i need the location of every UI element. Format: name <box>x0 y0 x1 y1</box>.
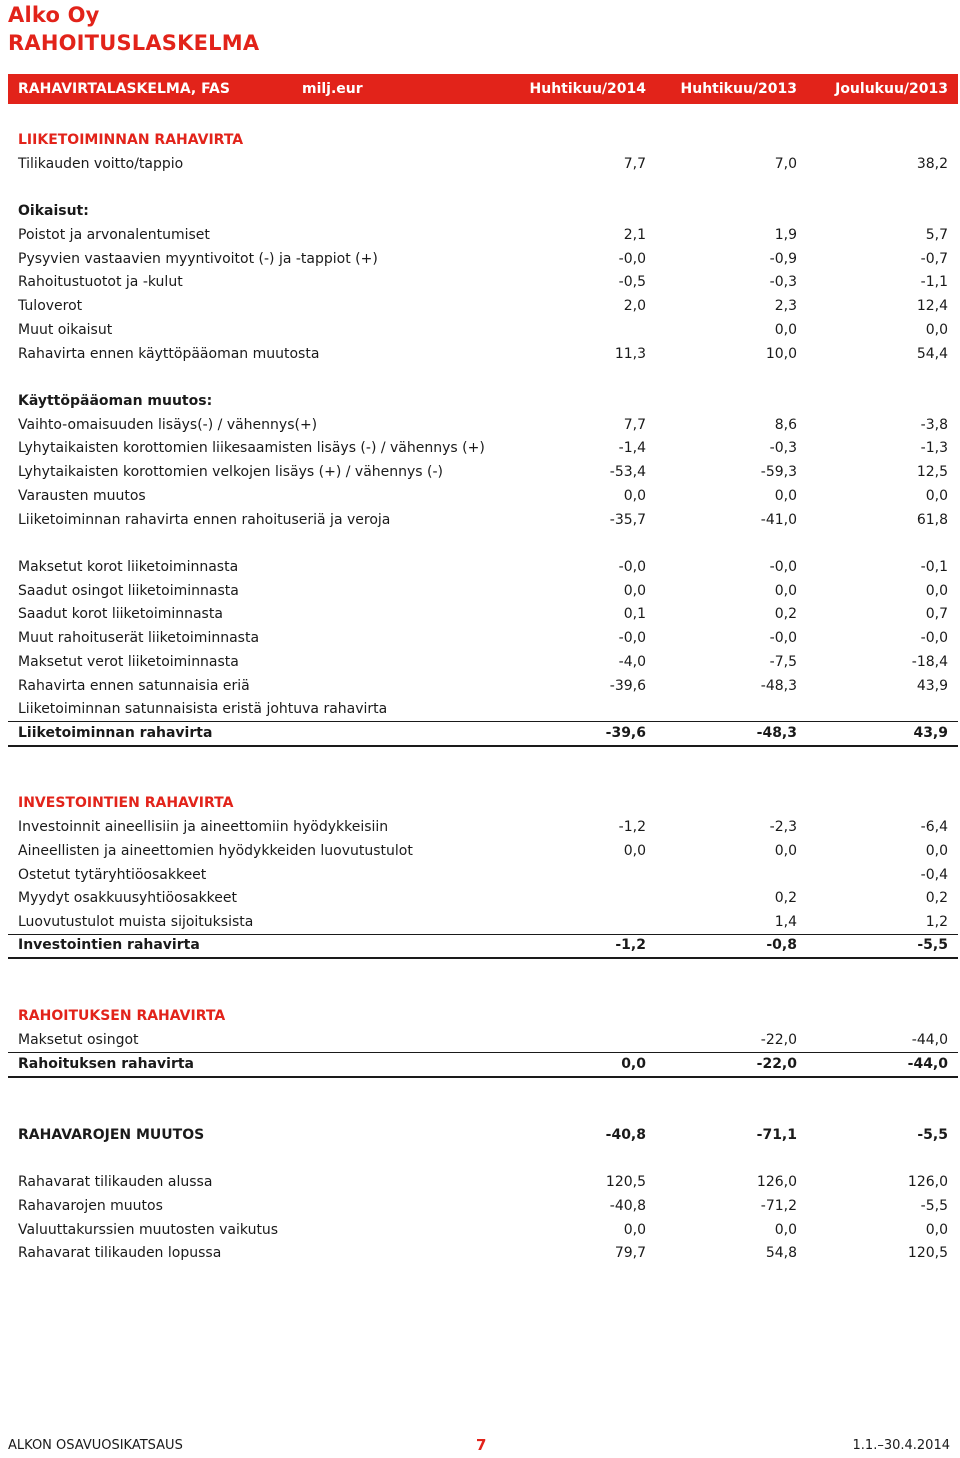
header-title: RAHAVIRTALASKELMA, FAS <box>18 81 230 97</box>
value-col2: 10,0 <box>765 346 797 362</box>
row-label: Myydyt osakkuusyhtiöosakkeet <box>18 890 237 906</box>
value-col2: 2,3 <box>774 298 797 314</box>
value-col2: -0,3 <box>769 274 797 290</box>
table-row <box>8 627 958 650</box>
value-col3: -0,7 <box>920 251 948 267</box>
footer-period: 1.1.–30.4.2014 <box>852 1438 950 1453</box>
table-row <box>8 509 958 532</box>
row-label: Lyhytaikaisten korottomien velkojen lisäys (+) / vähennys (-) <box>18 464 444 480</box>
value-col1: -1,2 <box>618 819 646 835</box>
value-col2: -59,3 <box>760 464 797 480</box>
row-label: Maksetut verot liiketoiminnasta <box>18 654 239 670</box>
value-col2: -48,3 <box>760 678 797 694</box>
value-col2: -0,3 <box>769 440 797 456</box>
row-label: LIIKETOIMINNAN RAHAVIRTA <box>18 132 244 148</box>
row-label: Oikaisut: <box>18 203 89 219</box>
value-col3: 0,0 <box>925 322 948 338</box>
row-label: Rahavirta ennen käyttöpääoman muutosta <box>18 346 320 362</box>
value-col2: 7,0 <box>774 156 797 172</box>
table-row <box>8 437 958 460</box>
value-col3: 12,5 <box>916 464 948 480</box>
value-col1: 0,0 <box>621 1056 646 1072</box>
value-col3: 12,4 <box>916 298 948 314</box>
row-label: Poistot ja arvonalentumiset <box>18 227 210 243</box>
table-row <box>8 603 958 626</box>
table-row <box>8 1219 958 1242</box>
table-row <box>8 698 958 722</box>
table-row <box>8 722 958 747</box>
table-row <box>8 580 958 603</box>
value-col2: 1,4 <box>774 914 797 930</box>
row-label: Tuloverot <box>18 298 83 314</box>
row-label: Muut rahoituserät liiketoiminnasta <box>18 630 260 646</box>
value-col2: -48,3 <box>756 725 797 741</box>
value-col1: 79,7 <box>614 1245 646 1261</box>
row-label: Rahoituksen rahavirta <box>18 1056 194 1072</box>
row-label: Varausten muutos <box>18 488 146 504</box>
row-label: Rahavarat tilikauden lopussa <box>18 1245 222 1261</box>
value-col1: -0,0 <box>618 251 646 267</box>
value-col2: 54,8 <box>765 1245 797 1261</box>
value-col1: -35,7 <box>609 512 646 528</box>
value-col2: 1,9 <box>774 227 797 243</box>
table-row <box>8 651 958 674</box>
value-col2: -22,0 <box>756 1056 797 1072</box>
value-col2: -2,3 <box>769 819 797 835</box>
row-label: Käyttöpääoman muutos: <box>18 393 213 409</box>
value-col3: 1,2 <box>925 914 948 930</box>
value-col3: -5,5 <box>917 1127 948 1143</box>
row-label: Luovutustulot muista sijoituksista <box>18 914 254 930</box>
table-row <box>8 1242 958 1265</box>
row-label: Liiketoiminnan rahavirta ennen rahoituseriä ja veroja <box>18 512 391 528</box>
table-row <box>8 840 958 863</box>
table-row <box>8 887 958 910</box>
table-row <box>8 556 958 579</box>
value-col1: -0,0 <box>618 559 646 575</box>
value-col2: -71,1 <box>756 1127 797 1143</box>
value-col2: -0,0 <box>769 559 797 575</box>
row-label: RAHOITUKSEN RAHAVIRTA <box>18 1008 226 1024</box>
value-col3: -0,4 <box>920 867 948 883</box>
value-col1: -40,8 <box>605 1127 646 1143</box>
value-col3: -0,0 <box>920 630 948 646</box>
table-row <box>8 1195 958 1218</box>
table-row <box>8 911 958 935</box>
table-row <box>8 934 958 959</box>
table-row <box>8 485 958 508</box>
value-col1: -0,0 <box>618 630 646 646</box>
table-row <box>8 271 958 294</box>
value-col2: -41,0 <box>760 512 797 528</box>
table-row <box>8 343 958 366</box>
row-label: Saadut korot liiketoiminnasta <box>18 606 223 622</box>
value-col1: 2,0 <box>623 298 646 314</box>
value-col1: -1,4 <box>618 440 646 456</box>
value-col3: -18,4 <box>911 654 948 670</box>
value-col2: 126,0 <box>756 1174 797 1190</box>
value-col1: -39,6 <box>609 678 646 694</box>
value-col1: -40,8 <box>609 1198 646 1214</box>
row-label: Aineellisten ja aineettomien hyödykkeiden luovutustulot <box>18 843 413 859</box>
row-label: Lyhytaikaisten korottomien liikesaamisten lisäys (-) / vähennys (+) <box>18 440 485 456</box>
value-col1: -4,0 <box>618 654 646 670</box>
value-col3: -5,5 <box>917 937 948 953</box>
row-label: Tilikauden voitto/tappio <box>18 156 184 172</box>
value-col3: 0,0 <box>925 488 948 504</box>
row-label: Vaihto-omaisuuden lisäys(-) / vähennys(+) <box>18 417 318 433</box>
value-col1: -1,2 <box>615 937 646 953</box>
row-label: Investoinnit aineellisiin ja aineettomiin hyödykkeisiin <box>18 819 389 835</box>
row-label: Ostetut tytäryhtiöosakkeet <box>18 867 207 883</box>
table-row <box>8 153 958 176</box>
table-row <box>8 1124 958 1147</box>
value-col3: 5,7 <box>925 227 948 243</box>
row-label: Saadut osingot liiketoiminnasta <box>18 583 239 599</box>
row-label: Rahavarat tilikauden alussa <box>18 1174 213 1190</box>
row-label: Valuuttakurssien muutosten vaikutus <box>18 1222 279 1238</box>
value-col2: 0,0 <box>774 583 797 599</box>
value-col1: -39,6 <box>605 725 646 741</box>
value-col2: -0,9 <box>769 251 797 267</box>
value-col1: 0,0 <box>623 1222 646 1238</box>
row-label: Maksetut korot liiketoiminnasta <box>18 559 239 575</box>
value-col1: 2,1 <box>623 227 646 243</box>
value-col1: 7,7 <box>623 417 646 433</box>
table-row <box>8 414 958 437</box>
table-row <box>8 1171 958 1194</box>
header-col1: Huhtikuu/2014 <box>529 81 646 97</box>
table-row <box>8 1029 958 1053</box>
value-col2: -71,2 <box>760 1198 797 1214</box>
value-col2: 8,6 <box>774 417 797 433</box>
table-row <box>8 200 958 223</box>
value-col3: -44,0 <box>911 1032 948 1048</box>
value-col2: -0,0 <box>769 630 797 646</box>
value-col2: -0,8 <box>766 937 797 953</box>
footer-publication: ALKON OSAVUOSIKATSAUS <box>8 1438 183 1453</box>
value-col3: 0,0 <box>925 1222 948 1238</box>
value-col3: 126,0 <box>907 1174 948 1190</box>
table-row <box>8 224 958 247</box>
value-col2: -7,5 <box>769 654 797 670</box>
value-col3: 0,0 <box>925 583 948 599</box>
value-col3: 43,9 <box>916 678 948 694</box>
row-label: Maksetut osingot <box>18 1032 139 1048</box>
footer <box>8 1436 958 1456</box>
row-label: Liiketoiminnan rahavirta <box>18 725 213 741</box>
company-name: Alko Oy <box>8 3 100 27</box>
row-label: Muut oikaisut <box>18 322 113 338</box>
table-row <box>8 1053 958 1078</box>
row-label: Rahavirta ennen satunnaisia eriä <box>18 678 250 694</box>
row-label: RAHAVAROJEN MUUTOS <box>18 1127 205 1143</box>
header-col3: Joulukuu/2013 <box>835 81 948 97</box>
row-label: Liiketoiminnan satunnaisista eristä johtuva rahavirta <box>18 701 388 717</box>
value-col3: 43,9 <box>913 725 948 741</box>
table-row <box>8 129 958 152</box>
row-label: Rahavarojen muutos <box>18 1198 163 1214</box>
value-col2: -22,0 <box>760 1032 797 1048</box>
table-row <box>8 792 958 815</box>
table-row <box>8 675 958 698</box>
value-col1: 0,0 <box>623 843 646 859</box>
value-col3: -0,1 <box>920 559 948 575</box>
row-label: INVESTOINTIEN RAHAVIRTA <box>18 795 234 811</box>
page-title: RAHOITUSLASKELMA <box>8 31 260 55</box>
value-col1: -0,5 <box>618 274 646 290</box>
value-col1: 7,7 <box>623 156 646 172</box>
value-col2: 0,0 <box>774 488 797 504</box>
value-col3: -1,1 <box>920 274 948 290</box>
table-row <box>8 295 958 318</box>
table-row <box>8 390 958 413</box>
table-row <box>8 1005 958 1028</box>
value-col3: -6,4 <box>920 819 948 835</box>
value-col3: -3,8 <box>920 417 948 433</box>
value-col2: 0,0 <box>774 322 797 338</box>
row-label: Investointien rahavirta <box>18 937 200 953</box>
value-col3: -1,3 <box>920 440 948 456</box>
value-col3: 120,5 <box>907 1245 948 1261</box>
table-row <box>8 461 958 484</box>
value-col1: 11,3 <box>614 346 646 362</box>
value-col1: 0,0 <box>623 488 646 504</box>
value-col3: -5,5 <box>920 1198 948 1214</box>
value-col1: 120,5 <box>605 1174 646 1190</box>
value-col2: 0,0 <box>774 1222 797 1238</box>
page-number: 7 <box>476 1436 487 1454</box>
value-col1: 0,0 <box>623 583 646 599</box>
value-col2: 0,2 <box>774 606 797 622</box>
table-header <box>8 74 958 104</box>
table-row <box>8 864 958 887</box>
value-col3: -44,0 <box>907 1056 948 1072</box>
row-label: Pysyvien vastaavien myyntivoitot (-) ja -tappiot (+) <box>18 251 378 267</box>
value-col3: 61,8 <box>916 512 948 528</box>
table-row <box>8 319 958 342</box>
header-col2: Huhtikuu/2013 <box>680 81 797 97</box>
value-col3: 54,4 <box>916 346 948 362</box>
table-row <box>8 816 958 839</box>
header-unit: milj.eur <box>302 81 363 97</box>
row-label: Rahoitustuotot ja -kulut <box>18 274 183 290</box>
value-col3: 38,2 <box>916 156 948 172</box>
value-col2: 0,2 <box>774 890 797 906</box>
value-col1: 0,1 <box>623 606 646 622</box>
value-col2: 0,0 <box>774 843 797 859</box>
value-col3: 0,2 <box>925 890 948 906</box>
value-col1: -53,4 <box>609 464 646 480</box>
table-row <box>8 248 958 271</box>
value-col3: 0,0 <box>925 843 948 859</box>
value-col3: 0,7 <box>925 606 948 622</box>
